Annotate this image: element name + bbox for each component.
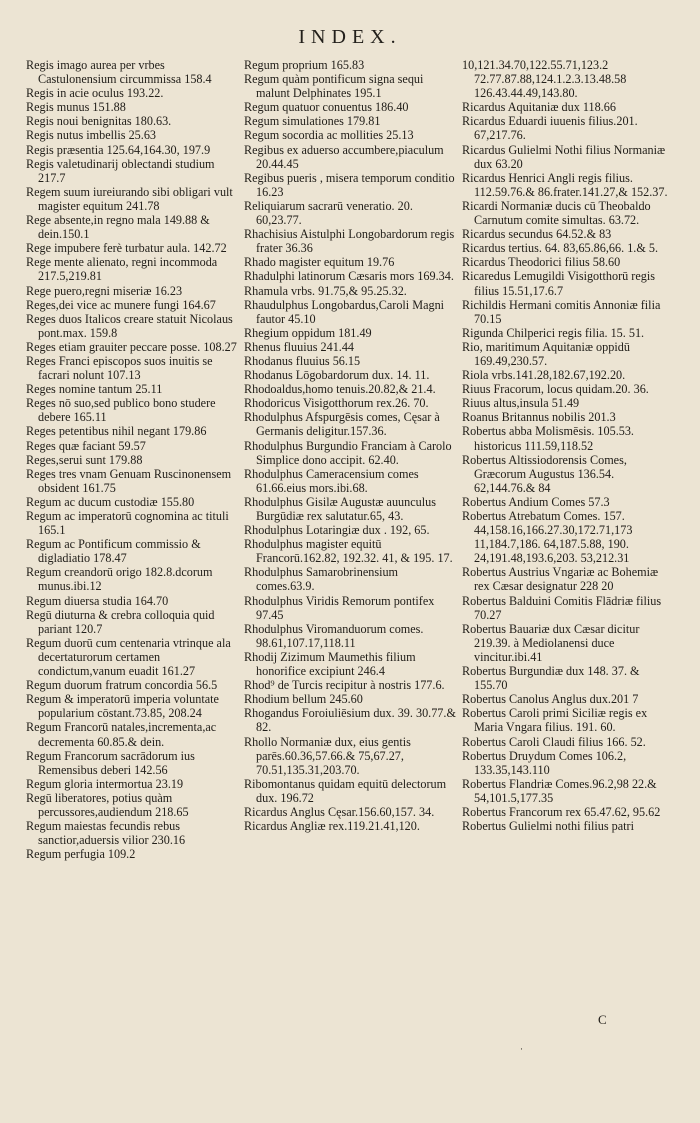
index-entry: Regum ac Pontificum commissio & digladiatio 178.47: [26, 537, 201, 566]
index-entry: Rhegium oppidum 181.49: [244, 325, 372, 340]
index-entry: Ricardus Angliæ rex.119.21.41,120.: [244, 819, 420, 834]
index-entry: Ricaredus Lemugildi Visigotthorū regis filius 15.51,17.6.7: [462, 269, 655, 298]
index-entry: Robertus Flandriæ Comes.96.2,98 22.& 54,101.5,177.35: [462, 776, 657, 805]
index-entry: Regum & imperatorū imperia voluntate popularium cōstant.73.85, 208.24: [26, 692, 219, 721]
index-entry: Reges nomine tantum 25.11: [26, 382, 163, 397]
index-entry: Robertus Francorum rex 65.47.62, 95.62: [462, 804, 661, 819]
index-entry: Regis nutus imbellis 25.63: [26, 128, 157, 143]
index-entry: Rhaudulphus Longobardus,Caroli Magni fautor 45.10: [244, 297, 445, 326]
index-entry: Rhenus fluuius 241.44: [244, 339, 355, 354]
index-entry: Regum quatuor conuentus 186.40: [244, 100, 409, 115]
index-entry: Regum simulationes 179.81: [244, 114, 381, 129]
index-entry: Reges nō suo,sed publico bono studere debere 165.11: [26, 396, 216, 425]
index-entry: Rhodulphus Lotaringiæ dux . 192, 65.: [244, 523, 430, 538]
index-entry: Riuus Fracorum, locus quidam.20. 36.: [462, 382, 649, 397]
index-entry: Regum creandorū origo 182.8.dcorum munus.ibi.12: [26, 565, 213, 594]
index-entry: Reges,serui sunt 179.88: [26, 452, 143, 467]
index-entry: Ricardus Aquitaniæ dux 118.66: [462, 100, 616, 115]
index-entry: Riuus altus,insula 51.49: [462, 396, 580, 411]
index-entry: Reges etiam grauiter peccare posse. 108.27: [26, 339, 237, 354]
index-entry: Regum maiestas fecundis rebus sanctior,aduersis vilior 230.16: [26, 819, 186, 848]
index-entry: Rhodulphus Afspurgēsis comes, Cęsar à Germanis deligitur.157.36.: [244, 410, 440, 439]
index-entry: Rhodij Zizimum Maumethis filium honorifice excipiunt 246.4: [244, 649, 416, 679]
index-entry: Rhado magister equitum 19.76: [244, 255, 395, 270]
index-entry: Regū liberatores, potius quàm percussores,audiendum 218.65: [26, 790, 189, 819]
index-entry: Regis valetudinarij oblectandi studium 217.7: [26, 156, 215, 185]
index-entry: Regum duorum fratrum concordia 56.5: [26, 678, 218, 693]
index-entry: Robertus Burgundiæ dux 148. 37. & 155.70: [462, 664, 640, 693]
index-entry: Ricardus Eduardi iuuenis filius.201. 67,217.76.: [462, 114, 638, 143]
index-entry: Ricardus tertius. 64. 83,65.86,66. 1.& 5.: [462, 241, 658, 256]
index-entry: Robertus Bauariæ dux Cæsar dicitur 219.39. à Mediolanensi duce vincitur.ibi.41: [462, 621, 640, 664]
index-entry: Rhamula vrbs. 91.75,& 95.25.32.: [244, 283, 407, 298]
index-entry: Regum Francorū natales,incrementa,ac decrementa 60.85.& dein.: [26, 720, 217, 749]
index-entry: Ricardus Gulielmi Nothi filius Normaniæ dux 63.20: [462, 142, 666, 171]
index-entry: Ricardus Henrici Angli regis filius. 112.59.76.& 86.frater.141.27,& 152.37.: [462, 170, 668, 199]
index-entry: Rhodulphus magister equitū Francorū.162.82, 192.32. 41, & 195. 17.: [244, 537, 453, 566]
index-entry: Robertus Gulielmi nothi filius patri: [462, 819, 634, 834]
index-entry: Rio, maritimum Aquitaniæ oppidū 169.49,230.57.: [462, 339, 630, 368]
index-entry: Rhodium bellum 245.60: [244, 692, 363, 707]
index-entry: Rigunda Chilperici regis filia. 15. 51.: [462, 325, 645, 340]
index-entry: Ribomontanus quidam equitū delectorum dux. 196.72: [244, 776, 447, 805]
index-entry: Robertus Caroli primi Siciliæ regis ex Maria Vngara filius. 191. 60.: [462, 706, 648, 735]
index-entry: Regum Francorum sacrādorum ius Remensibus deberi 142.56: [26, 748, 195, 777]
index-entry: Rhodulphus Cameracensium comes 61.66.eius mors.ibi.68.: [244, 466, 419, 495]
index-entry: Robertus Druydum Comes 106.2, 133.35,143.110: [462, 748, 627, 777]
index-entry: Rhodoricus Visigotthorum rex.26. 70.: [244, 396, 429, 411]
index-column-1: [26, 58, 238, 861]
index-entry: Regis in acie oculus 193.22.: [26, 86, 164, 101]
index-entry: Regum proprium 165.83: [244, 58, 365, 72]
index-entry: Ricardus Anglus Cęsar.156.60,157. 34.: [244, 804, 435, 819]
index-entry: Regis præsentia 125.64,164.30, 197.9: [26, 142, 211, 157]
index-entry: Rhogandus Foroiuliēsium dux. 39. 30.77.& 82.: [244, 706, 456, 735]
index-entry: Rege mente alienato, regni incommoda 217.5,219.81: [26, 255, 218, 284]
index-entry: Rege impubere ferè turbatur aula. 142.72: [26, 241, 227, 256]
index-column-3: [462, 58, 674, 833]
index-entry: Robertus Balduini Comitis Flādriæ filius 70.27: [462, 593, 662, 622]
index-entry: Regum quàm pontificum signa sequi malunt Delphinates 195.1: [244, 72, 424, 101]
index-entry: Reliquiarum sacrarū veneratio. 20. 60,23.77.: [244, 198, 413, 228]
index-entry: Reges tres vnam Genuam Ruscinonensem obsident 161.75: [26, 466, 232, 495]
index-entry: Robertus Andium Comes 57.3: [462, 494, 610, 509]
index-entry: Rhodulphus Gisilæ Augustæ auunculus Burgūdiæ rex salutatur.65, 43.: [244, 494, 436, 523]
index-entry: Regis munus 151.88: [26, 100, 126, 115]
index-entry: Riola vrbs.141.28,182.67,192.20.: [462, 368, 626, 383]
index-entry: Robertus Canolus Anglus dux.201 7: [462, 692, 639, 707]
index-entry: Regum socordia ac mollities 25.13: [244, 128, 414, 143]
index-entry: Regum perfugia 109.2: [26, 847, 136, 862]
index-entry: Reges,dei vice ac munere fungi 164.67: [26, 297, 216, 312]
index-entry: Rege absente,in regno mala 149.88 & dein.150.1: [26, 213, 210, 242]
index-column-2: [244, 58, 456, 833]
index-entry: Rhodoaldus,homo tenuis.20.82,& 21.4.: [244, 382, 436, 397]
index-entry: Robertus Atrebatum Comes. 157. 44,158.16,166.27.30,172.71,173 11,184.7,186. 64,187.5.88, 190. 24,191.48,193.6,203. 53,212.31: [462, 509, 633, 566]
index-entry: Robertus Altissiodorensis Comes, Græcorum Augustus 136.54. 62,144.76.& 84: [462, 452, 627, 495]
page-title: INDEX.: [298, 26, 402, 48]
index-entry: Regum duorū cum centenaria vtrinque ala decertaturorum certamen condictum,vanum euadit 161.27: [26, 635, 231, 679]
index-entry: Rhodulphus Burgundio Franciam à Carolo Simplice dono accipit. 62.40.: [244, 438, 452, 467]
index-entry: Rhodulphus Viromanduorum comes. 98.61,107.17,118.11: [244, 621, 424, 650]
index-entry: Reges petentibus nihil negant 179.86: [26, 424, 207, 439]
index-entry: Rhodulphus Samarobrinensium comes.63.9.: [244, 565, 399, 594]
index-entry: Regibus pueris , misera temporum conditio 16.23: [244, 170, 455, 199]
index-entry: Reges duos Italicos creare statuit Nicolaus pont.max. 159.8: [26, 311, 233, 340]
index-entry: Reges Franci episcopos suos inuitis se facrari nolunt 107.13: [26, 353, 213, 383]
index-entry: Rhodulphus Viridis Remorum pontifex 97.45: [244, 593, 435, 622]
index-entry: Regū diuturna & crebra colloquia quid pariant 120.7: [26, 607, 215, 636]
index-entry: Regum diuersa studia 164.70: [26, 593, 169, 608]
index-entry: Reges quæ faciant 59.57: [26, 438, 146, 453]
index-entry: Robertus Caroli Claudi filius 166. 52.: [462, 734, 646, 749]
index-entry: Rhod⁹ de Turcis recipitur à nostris 177.6.: [244, 678, 445, 693]
index-entry: Robertus Austrius Vngariæ ac Bohemiæ rex Cæsar designatur 228 20: [462, 565, 659, 594]
index-entry: Richildis Hermani comitis Annoniæ filia 70.15: [462, 297, 661, 326]
ornament-dot: ·: [520, 1044, 523, 1054]
index-entry: Rhodanus Lōgobardorum dux. 14. 11.: [244, 368, 430, 383]
index-entry: Rhodanus fluuius 56.15: [244, 353, 361, 368]
index-entry: Roanus Britannus nobilis 201.3: [462, 410, 616, 425]
index-entry: Rhadulphi latinorum Cæsaris mors 169.34.: [244, 269, 454, 284]
index-entry: Regem suum iureiurando sibi obligari vult magister equitum 241.78: [26, 184, 233, 213]
index-entry: Ricardi Normaniæ ducis cū Theobaldo Carnutum comite simultas. 63.72.: [462, 198, 651, 228]
index-entry: Rhachisius Aistulphi Longobardorum regis frater 36.36: [244, 227, 455, 256]
index-entry: 10,121.34.70,122.55.71,123.2 72.77.87.88,124.1.2.3.13.48.58 126.43.44.49,143.80.: [462, 58, 627, 101]
index-entry: Regis imago aurea per vrbes Castulonensium circummissa 158.4: [26, 58, 212, 87]
index-entry: Ricardus Theodorici filius 58.60: [462, 255, 621, 270]
index-entry: Regum gloria intermortua 23.19: [26, 776, 184, 791]
index-entry: Rhollo Normaniæ dux, eius gentis parēs.60.36,57.66.& 75,67.27, 70.51,135.31,203.70.: [244, 734, 411, 777]
index-entry: Robertus abba Molismēsis. 105.53. historicus 111.59,118.52: [462, 424, 634, 453]
index-entry: Ricardus secundus 64.52.& 83: [462, 227, 612, 242]
catchword: C: [598, 1012, 607, 1027]
index-entry: Regum ac imperatorū cognomina ac tituli 165.1: [26, 509, 229, 538]
index-entry: Regibus ex aduerso accumbere,piaculum 20.44.45: [244, 142, 444, 171]
index-entry: Regum ac ducum custodiæ 155.80: [26, 494, 195, 509]
index-entry: Regis noui benignitas 180.63.: [26, 114, 172, 129]
index-entry: Rege puero,regni miseriæ 16.23: [26, 283, 183, 298]
